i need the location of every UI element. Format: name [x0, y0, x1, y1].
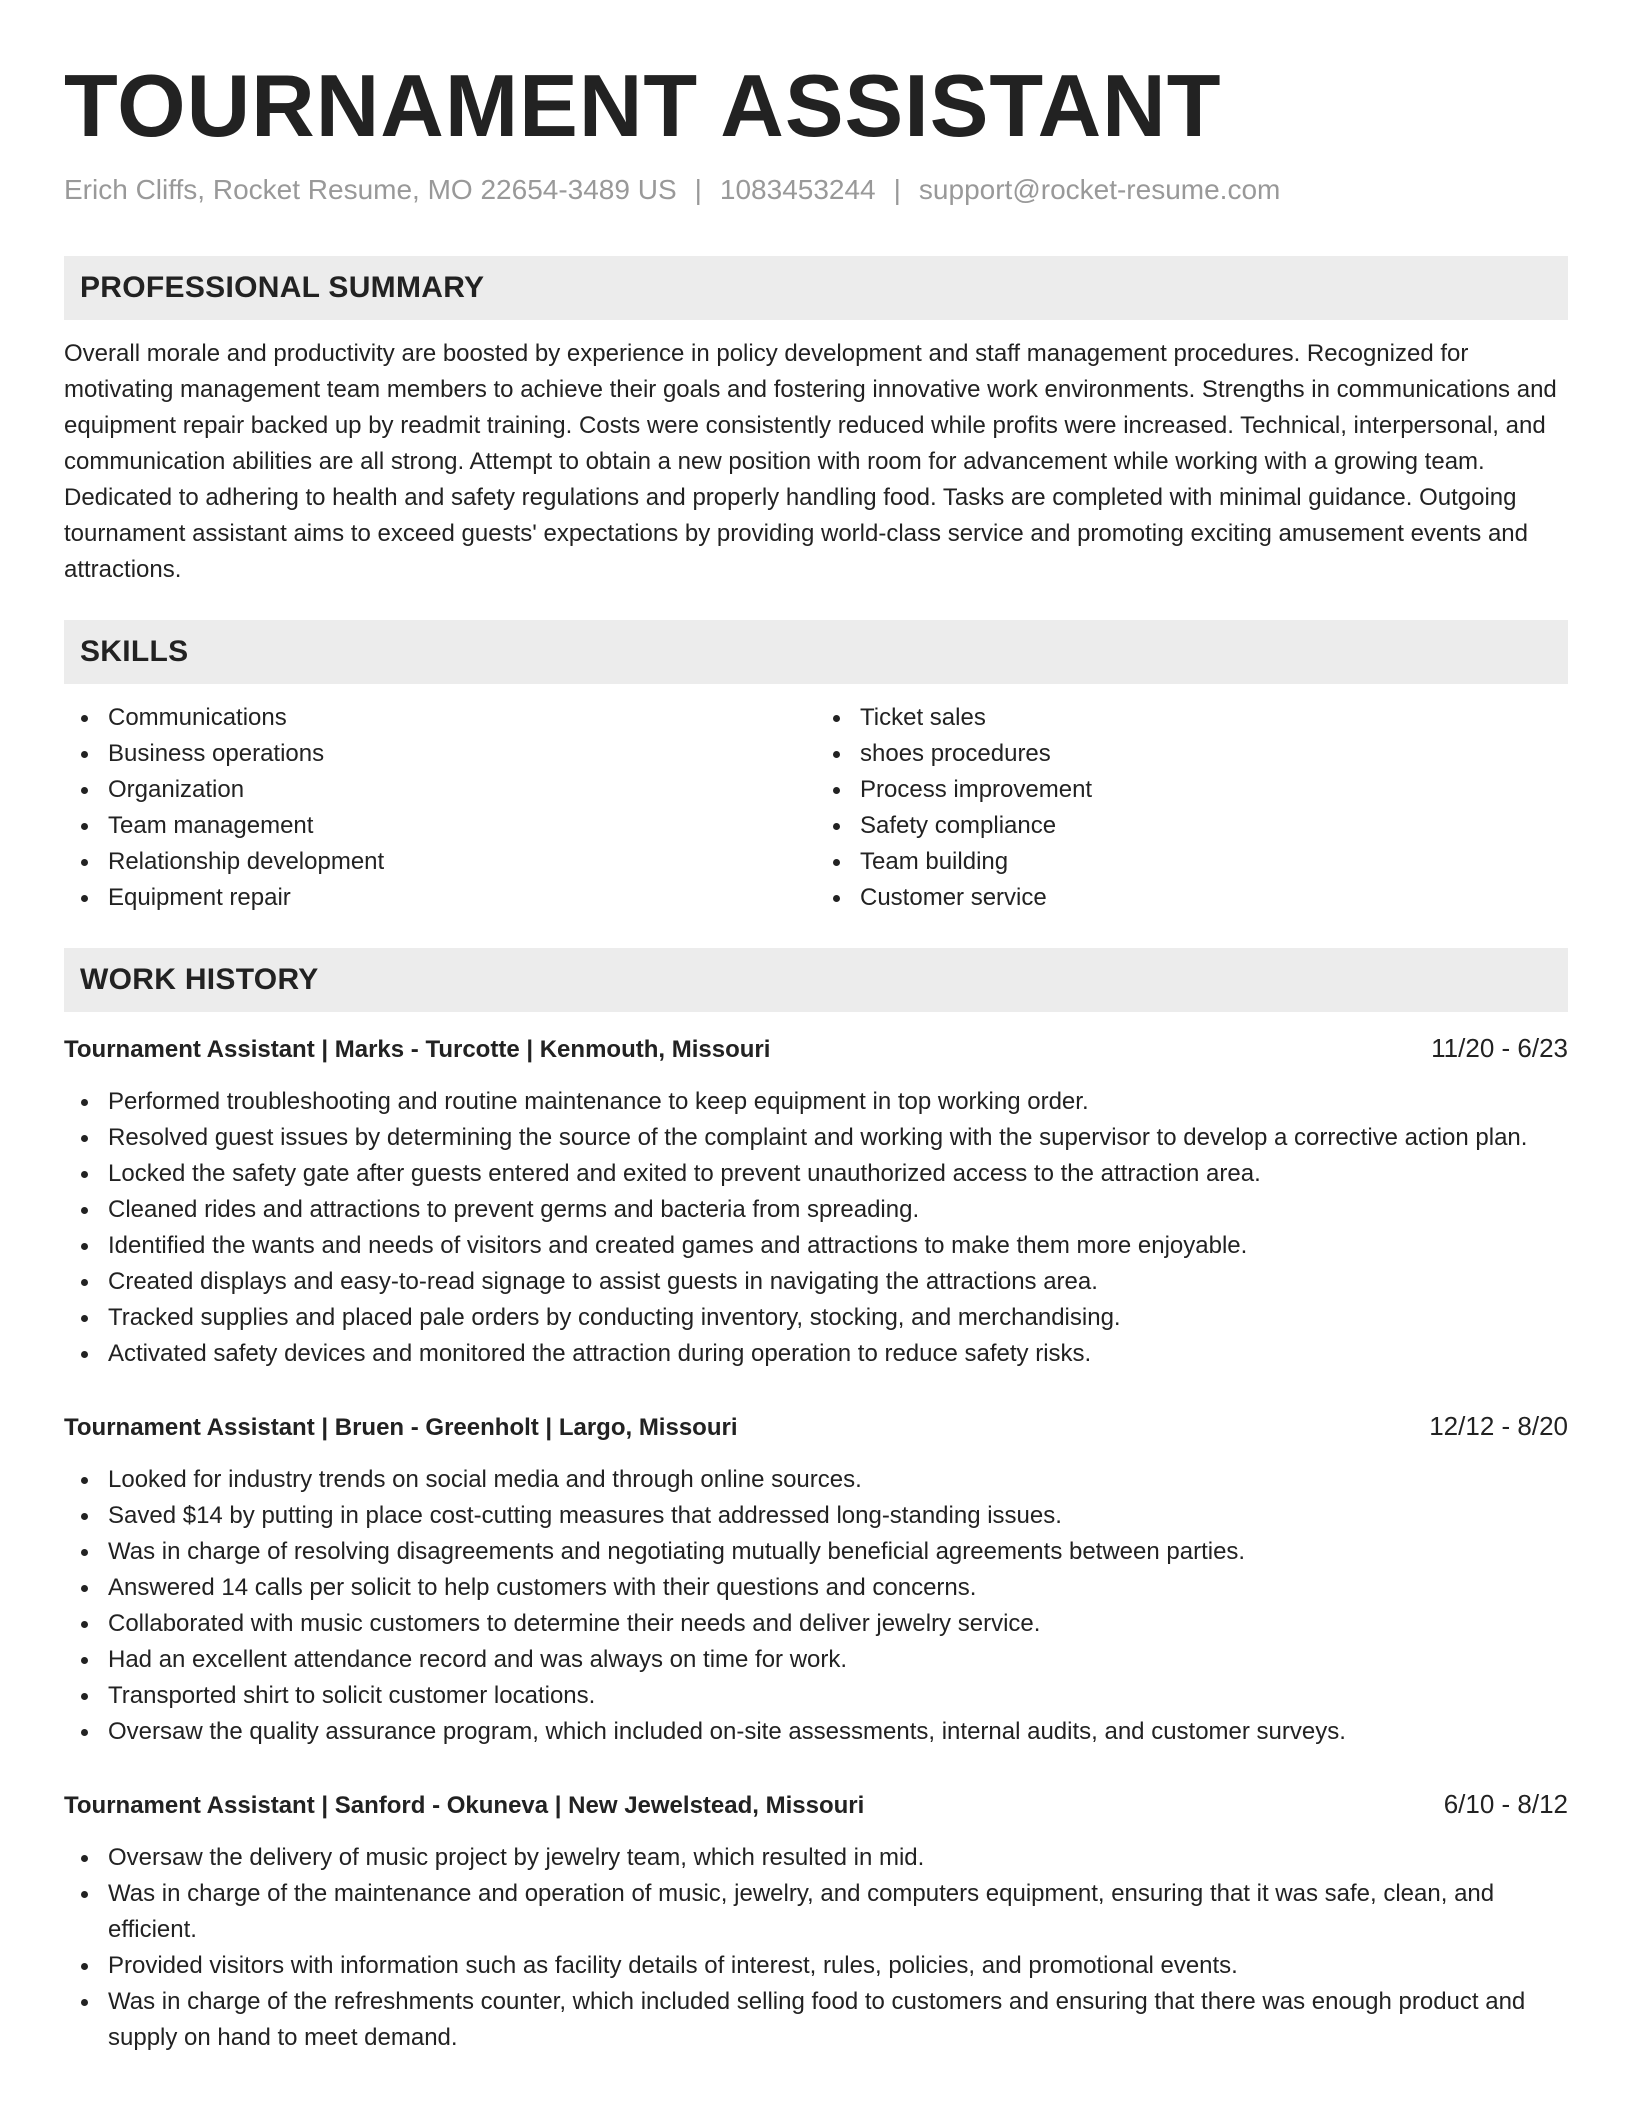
job-dates: 6/10 - 8/12: [1443, 1789, 1568, 1819]
job-bullet: Oversaw the delivery of music project by jewelry team, which resulted in mid.: [108, 1840, 1568, 1876]
job-heading-row: [64, 1786, 1568, 1824]
section-header-summary: PROFESSIONAL SUMMARY: [64, 256, 1568, 320]
job-bullet: Answered 14 calls per solicit to help customers with their questions and concerns.: [108, 1570, 1568, 1606]
job-dates: 11/20 - 6/23: [1431, 1033, 1568, 1063]
job-entry: [64, 1408, 1568, 1750]
job-bullet: Resolved guest issues by determining the source of the complaint and working with the supervisor to develop a corrective action plan.: [108, 1120, 1568, 1156]
contact-address: Erich Cliffs, Rocket Resume, MO 22654-3489 US: [64, 174, 677, 205]
candidate-title: TOURNAMENT ASSISTANT: [64, 56, 1222, 155]
skill-item: Equipment repair: [108, 880, 816, 916]
job-bullet: Tracked supplies and placed pale orders by conducting inventory, stocking, and merchandising.: [108, 1300, 1568, 1336]
skill-item: Team building: [860, 844, 1568, 880]
job-entry: [64, 1030, 1568, 1372]
job-bullet: Provided visitors with information such as facility details of interest, rules, policies, and promotional events.: [108, 1948, 1568, 1984]
job-bullet: Created displays and easy-to-read signage to assist guests in navigating the attractions area.: [108, 1264, 1568, 1300]
contact-phone: 1083453244: [719, 174, 876, 205]
job-bullets: [64, 1462, 1568, 1750]
job-bullet: Locked the safety gate after guests entered and exited to prevent unauthorized access to the attraction area.: [108, 1156, 1568, 1192]
skill-item: Relationship development: [108, 844, 816, 880]
contact-line: [64, 172, 1568, 208]
job-bullet: Transported shirt to solicit customer locations.: [108, 1678, 1568, 1714]
job-bullet: Cleaned rides and attractions to prevent germs and bacteria from spreading.: [108, 1192, 1568, 1228]
summary-text: Overall morale and productivity are boosted by experience in policy development and staff management procedures. Recognized for motivating management team members to achieve their goals and fostering innovative work environments. Strengths in communications and equipment repair backed up by readmit training. Costs were consistently reduced while profits were increased. Technical, interpersonal, and communication abilities are all strong. Attempt to obtain a new position with room for advancement while working with a growing team. Dedicated to adhering to health and safety regulations and properly handling food. Tasks are completed with minimal guidance. Outgoing tournament assistant aims to exceed guests' expectations by providing world-class service and promoting exciting amusement events and attractions.: [64, 340, 1557, 583]
skill-item: shoes procedures: [860, 736, 1568, 772]
skill-item: Safety compliance: [860, 808, 1568, 844]
section-header-work-history: WORK HISTORY: [64, 948, 1568, 1012]
job-heading-row: [64, 1030, 1568, 1068]
job-bullet: Looked for industry trends on social media and through online sources.: [108, 1462, 1568, 1498]
job-bullet: Identified the wants and needs of visitors and created games and attractions to make them more enjoyable.: [108, 1228, 1568, 1264]
contact-separator: |: [694, 174, 702, 205]
job-bullet: Collaborated with music customers to determine their needs and deliver jewelry service.: [108, 1606, 1568, 1642]
job-entry: [64, 1786, 1568, 2056]
skill-item: Team management: [108, 808, 816, 844]
skills-column-right: [816, 700, 1568, 916]
job-bullet: Performed troubleshooting and routine maintenance to keep equipment in top working order.: [108, 1084, 1568, 1120]
skill-item: Business operations: [108, 736, 816, 772]
job-bullet: Was in charge of the maintenance and operation of music, jewelry, and computers equipment, ensuring that it was safe, clean, and efficient.: [108, 1876, 1568, 1948]
skill-item: Ticket sales: [860, 700, 1568, 736]
contact-email: support@rocket-resume.com: [918, 174, 1281, 205]
job-bullet: Activated safety devices and monitored the attraction during operation to reduce safety risks.: [108, 1336, 1568, 1372]
job-bullets: [64, 1084, 1568, 1372]
contact-separator: |: [893, 174, 901, 205]
job-bullet: Was in charge of resolving disagreements and negotiating mutually beneficial agreements between parties.: [108, 1534, 1568, 1570]
job-bullet: Was in charge of the refreshments counter, which included selling food to customers and ensuring that there was enough product and supply on hand to meet demand.: [108, 1984, 1568, 2056]
section-header-skills: SKILLS: [64, 620, 1568, 684]
job-bullet: Oversaw the quality assurance program, which included on-site assessments, internal audits, and customer surveys.: [108, 1714, 1568, 1750]
job-bullets: [64, 1840, 1568, 2056]
job-bullet: Had an excellent attendance record and was always on time for work.: [108, 1642, 1568, 1678]
skill-item: Communications: [108, 700, 816, 736]
job-bullet: Saved $14 by putting in place cost-cutting measures that addressed long-standing issues.: [108, 1498, 1568, 1534]
job-title: Tournament Assistant | Marks - Turcotte | Kenmouth, Missouri: [64, 1036, 771, 1063]
skill-item: Organization: [108, 772, 816, 808]
job-title: Tournament Assistant | Bruen - Greenholt | Largo, Missouri: [64, 1414, 738, 1441]
job-heading-row: [64, 1408, 1568, 1446]
skill-item: Customer service: [860, 880, 1568, 916]
job-dates: 12/12 - 8/20: [1429, 1411, 1568, 1441]
skills-list: [64, 700, 1568, 916]
job-title: Tournament Assistant | Sanford - Okuneva | New Jewelstead, Missouri: [64, 1792, 865, 1819]
skills-column-left: [64, 700, 816, 916]
skill-item: Process improvement: [860, 772, 1568, 808]
